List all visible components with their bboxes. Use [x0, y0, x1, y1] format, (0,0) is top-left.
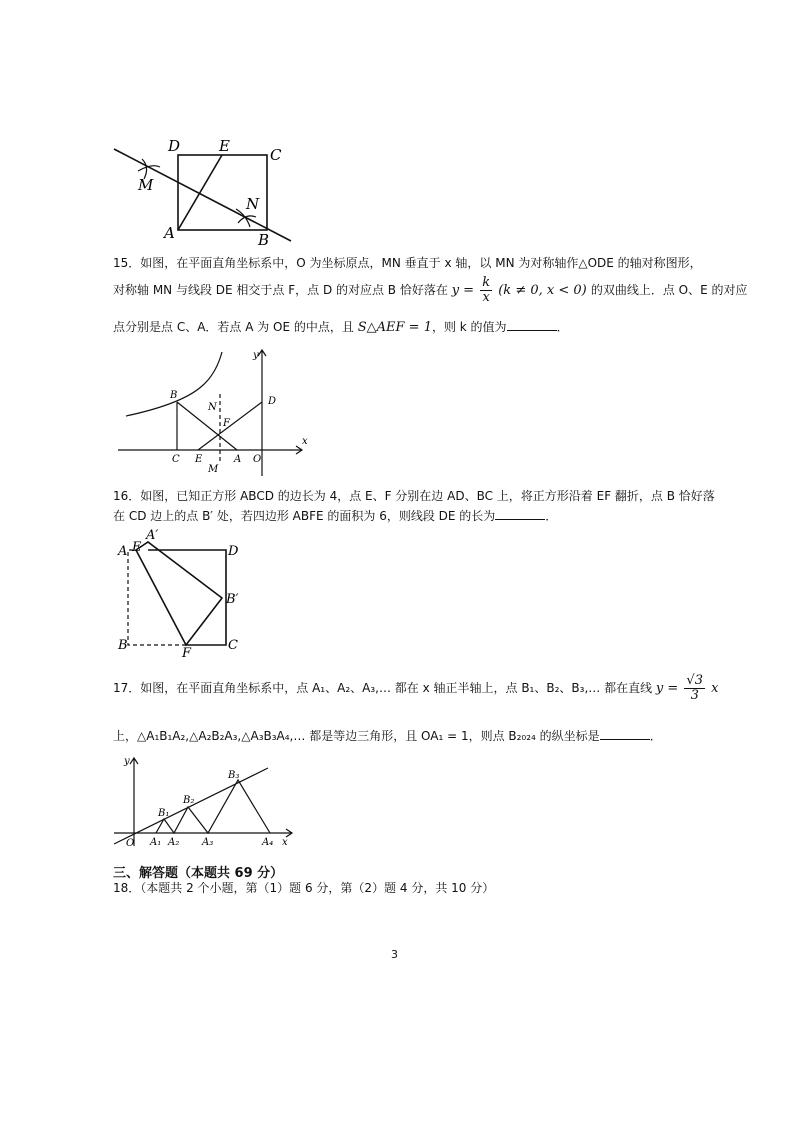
q17-line-1: 17．如图，在平面直角坐标系中，点 A₁、A₂、A₃,… 都在 x 轴正半轴上，点 B₁、B₂、B₃,… 都在直线 y = $\frac{√3}{3}$ x [113, 673, 719, 703]
label-a-prime: A′ [146, 528, 159, 543]
label-b-prime: B′ [226, 592, 239, 607]
label-m: M [208, 464, 219, 475]
q15-line-3: 点分别是点 C、A．若点 A 为 OE 的中点，且 S△AEF = 1，则 k 的值为 ． [113, 320, 569, 335]
q18-text: 18．（本题共 2 个小题，第（1）题 6 分，第（2）题 4 分，共 10 分） [113, 881, 495, 895]
segment-ae [178, 155, 222, 230]
label-a4: A₄ [262, 837, 274, 848]
figure-14 [108, 135, 303, 250]
label-x: x [282, 837, 288, 848]
folded-quadrilateral [136, 542, 222, 645]
label-a: A [118, 544, 128, 559]
q17-line-2: 上，△A₁B₁A₂,△A₂B₂A₃,△A₃B₃A₄,… 都是等边三角形，且 OA₁ = 1，则点 B₂₀₂₄ 的纵坐标是 ． [113, 729, 662, 743]
label-d: D [168, 137, 181, 155]
label-n: N [246, 195, 260, 213]
label-a: A [164, 224, 175, 242]
label-c: C [228, 638, 238, 653]
label-d: D [268, 396, 277, 407]
equilateral-triangle-chain [156, 780, 270, 833]
label-e: E [132, 540, 142, 555]
q16-answer-blank [495, 508, 545, 520]
q15-line-2: 对称轴 MN 与线段 DE 相交于点 F，点 D 的对应点 B 恰好落在 y = $\frac{k}{x}$ (k ≠ 0, x < 0) 的双曲线上．点 O、E 的对应 [113, 275, 748, 305]
label-b3: B₃ [228, 770, 240, 781]
q15-answer-blank [507, 319, 557, 331]
label-f: F [223, 418, 230, 429]
q16-line-2: 在 CD 边上的点 B′ 处，若四边形 ABFE 的面积为 6，则线段 DE 的长为 ． [113, 509, 558, 523]
q16-line-1: 16．如图，已知正方形 ABCD 的边长为 4，点 E、F 分别在边 AD、BC 上，将正方形沿着 EF 翻折，点 B 恰好落 [113, 489, 715, 503]
label-d: D [228, 544, 239, 559]
label-b: B [170, 390, 178, 401]
label-o: O [126, 838, 135, 849]
label-a2: A₂ [168, 837, 180, 848]
label-y: y [253, 350, 259, 361]
figure-17 [110, 752, 300, 852]
label-b: B [258, 231, 270, 249]
q17-line-equation: y = $\frac{√3}{3}$ x [655, 673, 719, 703]
label-b1: B₁ [158, 808, 170, 819]
label-a: A [234, 454, 242, 465]
label-c: C [172, 454, 180, 465]
label-y: y [124, 756, 130, 767]
label-x: x [302, 436, 308, 447]
section-title: 三、解答题（本题共 69 分） [113, 866, 284, 881]
line-mn [114, 149, 291, 241]
figure-16 [112, 525, 247, 657]
rectangle-abcd [178, 155, 267, 230]
square-edges-solid [148, 550, 226, 645]
q15-area-expression: S△AEF = 1 [357, 320, 432, 335]
label-e: E [219, 137, 230, 155]
label-c: C [270, 146, 282, 164]
label-b2: B₂ [183, 795, 195, 806]
label-b: B [118, 638, 128, 653]
q17-answer-blank [600, 728, 650, 740]
label-a1: A₁ [150, 837, 162, 848]
figure-15 [112, 344, 312, 479]
label-o: O [253, 454, 262, 465]
label-n: N [208, 402, 217, 413]
q15-line-1: 15．如图，在平面直角坐标系中，O 为坐标原点，MN 垂直于 x 轴，以 MN 为对称轴作△ODE 的轴对称图形， [113, 256, 702, 270]
label-e: E [195, 454, 203, 465]
label-m: M [138, 176, 154, 194]
q15-equation: y = $\frac{k}{x}$ (k ≠ 0, x < 0) [451, 275, 587, 305]
label-f: F [182, 646, 192, 657]
label-a3: A₃ [202, 837, 214, 848]
page-number: 3 [391, 948, 398, 961]
